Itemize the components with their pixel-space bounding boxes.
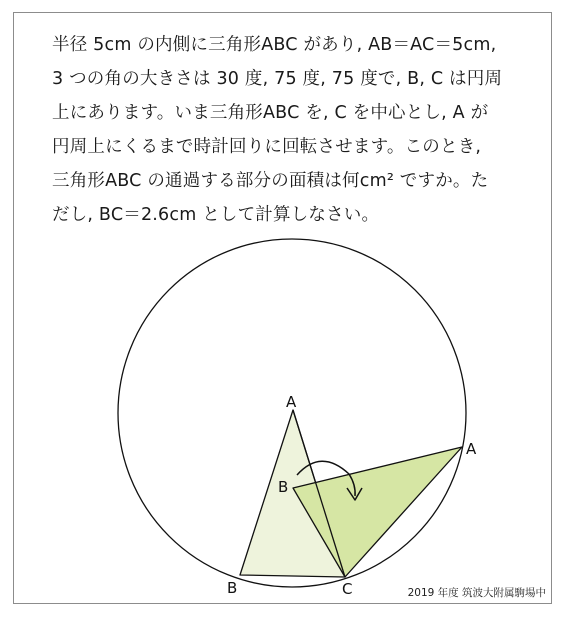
- label-vertex-b-rotated: B: [278, 478, 289, 496]
- label-vertex-b-original: B: [227, 579, 238, 597]
- label-vertex-a-rotated: A: [466, 440, 477, 458]
- problem-line-5: 三角形ABC の通過する部分の面積は何cm² ですか。た: [52, 171, 489, 191]
- label-vertex-a-original: A: [286, 393, 297, 411]
- problem-line-6: だし, BC＝2.6cm として計算しなさい。: [52, 205, 380, 225]
- problem-line-2: 3 つの角の大きさは 30 度, 75 度, 75 度で, B, C は円周: [52, 69, 503, 89]
- label-vertex-c: C: [342, 580, 353, 598]
- problem-line-3: 上にあります。いま三角形ABC を, C を中心とし, A が: [52, 103, 489, 123]
- source-caption: 2019 年度 筑波大附属駒場中: [407, 587, 546, 599]
- problem-line-4: 円周上にくるまで時計回りに回転させます。このとき,: [52, 137, 482, 157]
- problem-line-1: 半径 5cm の内側に三角形ABC があり, AB＝AC＝5cm,: [52, 35, 497, 55]
